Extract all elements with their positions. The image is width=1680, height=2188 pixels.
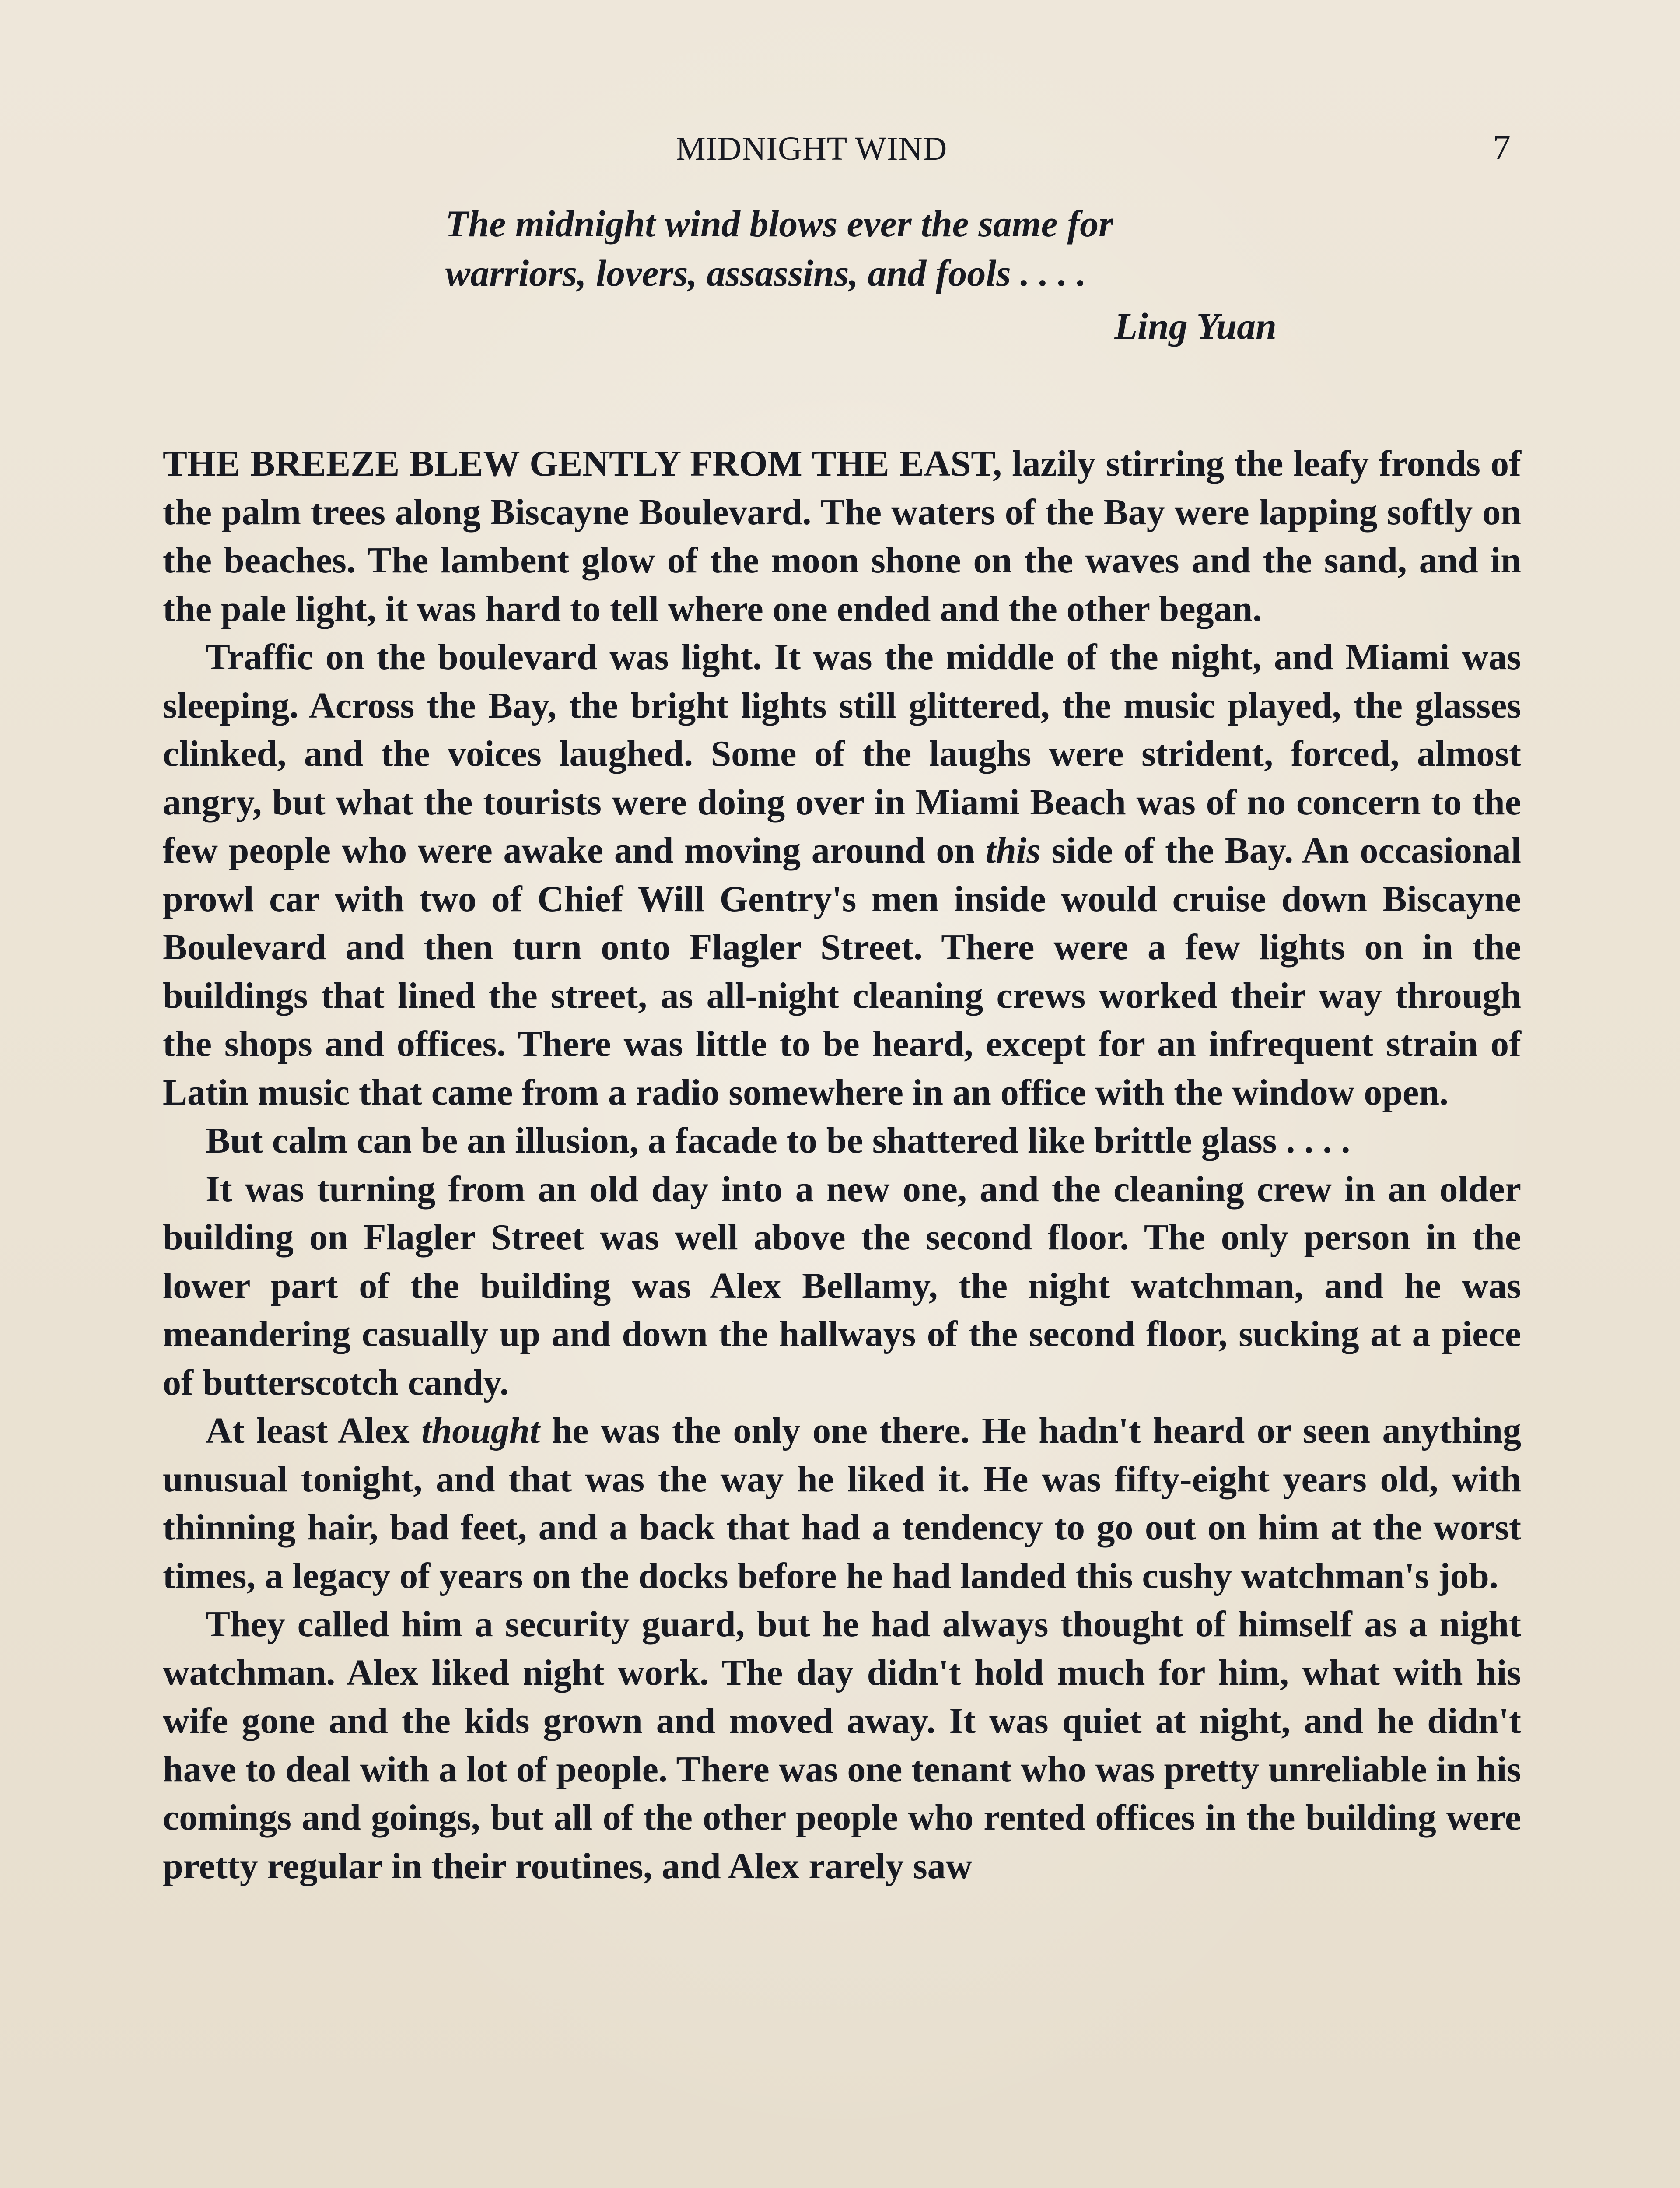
epigraph (445, 199, 1277, 351)
chapter-opening-caps: THE BREEZE BLEW GENTLY FROM THE EAST, (163, 443, 1002, 484)
epigraph-line-2: warriors, lovers, assassins, and fools . . . . (445, 252, 1086, 294)
paragraph-6: They called him a security guard, but he had always thought of himself as a night watchman. Alex liked night work. The day didn't hold much for him, what with his wife gone and the kids grown and moved away. It was quiet at night, and he didn't have to deal with a lot of people. There was one tenant who was pretty unreliable in his comings and goings, but all of the other people who rented offices in the building were pretty regular in their routines, and Alex rarely saw (163, 1604, 1521, 1886)
epigraph-attribution: Ling Yuan (1114, 305, 1277, 347)
paragraph-1-text: lazily stirring the leafy fronds of the palm trees along Biscayne Boulevard. The waters of the Bay were lapping softly on the beaches. The lambent glow of the moon shone on the waves and the sand, and in the pale light, it was hard to tell where one ended and the other began. (163, 443, 1521, 629)
body-text (163, 440, 1521, 1890)
paragraph-5-text-b: he was the only one there. He hadn't heard or seen anything unusual tonight, and that was the way he liked it. He was fifty-eight years old, with thinning hair, bad feet, and a back that had a tendency to go out on him at the worst times, a legacy of years on the docks before he had landed this cushy watchman's job. (163, 1410, 1521, 1596)
paragraph-2 (163, 633, 1521, 1117)
italic-emphasis: this (985, 830, 1041, 871)
paragraph-5-text-a: At least Alex (206, 1410, 422, 1451)
paragraph-1 (163, 440, 1521, 633)
paragraph-3: But calm can be an illusion, a facade to be shattered like brittle glass . . . . (206, 1120, 1351, 1161)
page-number: 7 (1493, 127, 1511, 167)
paragraph-2-text-b: side of the Bay. An occasional prowl car with two of Chief Will Gentry's men inside would cruise down Biscayne Boulevard and then turn onto Flagler Street. There were a few lights on in the buildings that lined the street, as all-night cleaning crews worked their way through the shops and offices. There was little to be heard, except for an infrequent strain of Latin music that came from a radio somewhere in an office with the window open. (163, 830, 1521, 1113)
paragraph-5 (163, 1407, 1521, 1600)
paragraph-4: It was turning from an old day into a new one, and the cleaning crew in an older building on Flagler Street was well above the second floor. The only person in the lower part of the building was Alex Bellamy, the night watchman, and he was meandering casually up and down the hallways of the second floor, sucking at a piece of butterscotch candy. (163, 1168, 1521, 1403)
paragraph-2-text-a: Traffic on the boulevard was light. It was the middle of the night, and Miami was sleeping. Across the Bay, the bright lights still glittered, the music played, the glasses clinked, and the voices laughed. Some of the laughs were strident, forced, almost angry, but what the tourists were doing over in Miami Beach was of no concern to the few people who were awake and moving around on (163, 637, 1521, 871)
epigraph-line-1: The midnight wind blows ever the same for (445, 203, 1113, 245)
italic-emphasis: thought (421, 1410, 540, 1451)
running-title: MIDNIGHT WIND (676, 130, 948, 167)
